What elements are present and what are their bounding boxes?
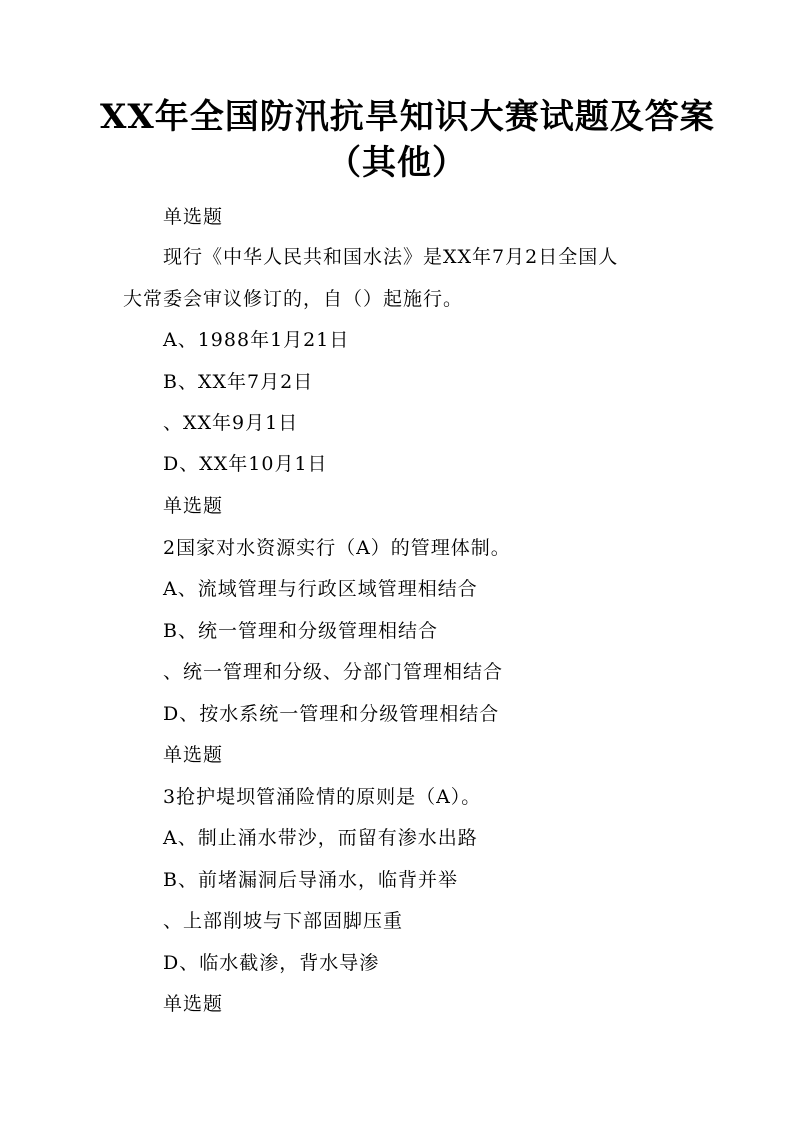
question-3-type-label: 单选题 bbox=[163, 744, 224, 766]
question-1-type-label: 单选题 bbox=[163, 206, 224, 228]
question-3-stem-line-1: 3抢护堤坝管涌险情的原则是（A）。 bbox=[163, 786, 482, 808]
question-1-stem-line-2: 大常委会审议修订的，自（）起施行。 bbox=[123, 288, 464, 310]
question-1-option-d: D、XX年10月1日 bbox=[163, 453, 328, 475]
question-3-option-a: A、制止涌水带沙，而留有渗水出路 bbox=[163, 827, 478, 849]
question-1-stem-line-1: 现行《中华人民共和国水法》是XX年7月2日全国人 bbox=[163, 246, 619, 268]
question-2-stem-line-1: 2国家对水资源实行（A）的管理体制。 bbox=[163, 537, 511, 559]
question-2-option-c: 、统一管理和分级、分部门管理相结合 bbox=[163, 661, 504, 683]
document-title-line-2: （其他） bbox=[327, 143, 467, 183]
question-1-option-a: A、1988年1月21日 bbox=[163, 329, 350, 351]
question-2-option-d: D、按水系统一管理和分级管理相结合 bbox=[163, 703, 500, 725]
document-title-line-1: XX年全国防汛抗旱知识大赛试题及答案 bbox=[100, 97, 715, 137]
question-2-option-b: B、统一管理和分级管理相结合 bbox=[163, 620, 438, 642]
question-4-type-label: 单选题 bbox=[163, 993, 224, 1015]
question-2-type-label: 单选题 bbox=[163, 495, 224, 517]
question-3-option-d: D、临水截渗，背水导渗 bbox=[163, 952, 380, 974]
question-3-option-b: B、前堵漏洞后导涌水，临背并举 bbox=[163, 869, 458, 891]
question-3-option-c: 、上部削坡与下部固脚压重 bbox=[163, 910, 404, 932]
question-2-option-a: A、流域管理与行政区域管理相结合 bbox=[163, 578, 478, 600]
question-1-option-b: B、XX年7月2日 bbox=[163, 371, 314, 393]
question-1-option-c: 、XX年9月1日 bbox=[163, 412, 299, 434]
